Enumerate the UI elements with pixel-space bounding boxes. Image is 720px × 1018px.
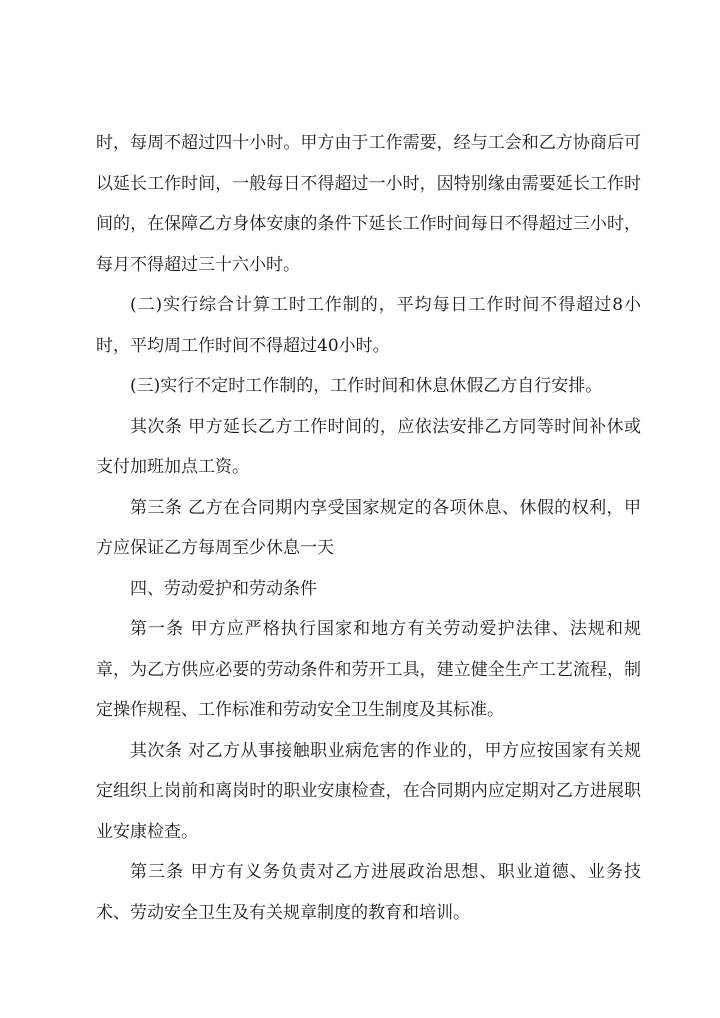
paragraph-article-2-health-check: 其次条 对乙方从事接触职业病危害的作业的，甲方应按国家有关规定组织上岗前和离岗时的职业安康检查，在合同期内应定期对乙方进展职业安康检查。 — [96, 740, 641, 842]
paragraph-article-3-rest: 第三条 乙方在合同期内享受国家规定的各项休息、休假的权利，甲方应保证乙方每周至少休息一天 — [96, 497, 641, 558]
section-heading-labor-protection: 四、劳动爱护和劳动条件 — [130, 578, 317, 599]
paragraph-article-3-training: 第三条 甲方有义务负责对乙方进展政治思想、职业道德、业务技术、劳动安全卫生及有关规章制度的教育和培训。 — [96, 862, 641, 923]
paragraph-article-2-overtime: 其次条 甲方延长乙方工作时间的，应依法安排乙方同等时间补休或支付加班加点工资。 — [96, 416, 641, 477]
paragraph-article-1-protection: 第一条 甲方应严格执行国家和地方有关劳动爱护法律、法规和规章，为乙方供应必要的劳动条件和劳开工具，建立健全生产工艺流程，制定操作规程、工作标准和劳动安全卫生制度及其标准。 — [96, 619, 641, 720]
paragraph-comprehensive-hours: (二)实行综合计算工时工作制的，平均每日工作时间不得超过8小时，平均周工作时间不得超过40小时。 — [96, 295, 641, 356]
document-page — [96, 123, 641, 933]
paragraph-flexible-hours: (三)实行不定时工作制的，工作时间和休息休假乙方自行安排。 — [130, 376, 603, 396]
paragraph-working-hours-extension: 时，每周不超过四十小时。甲方由于工作需要，经与工会和乙方协商后可以延长工作时间，一般每日不得超过一小时，因特别缘由需要延长工作时间的，在保障乙方身体安康的条件下延长工作时间每日不得超过三小时，每月不得超过三十六小时。 — [96, 133, 641, 275]
